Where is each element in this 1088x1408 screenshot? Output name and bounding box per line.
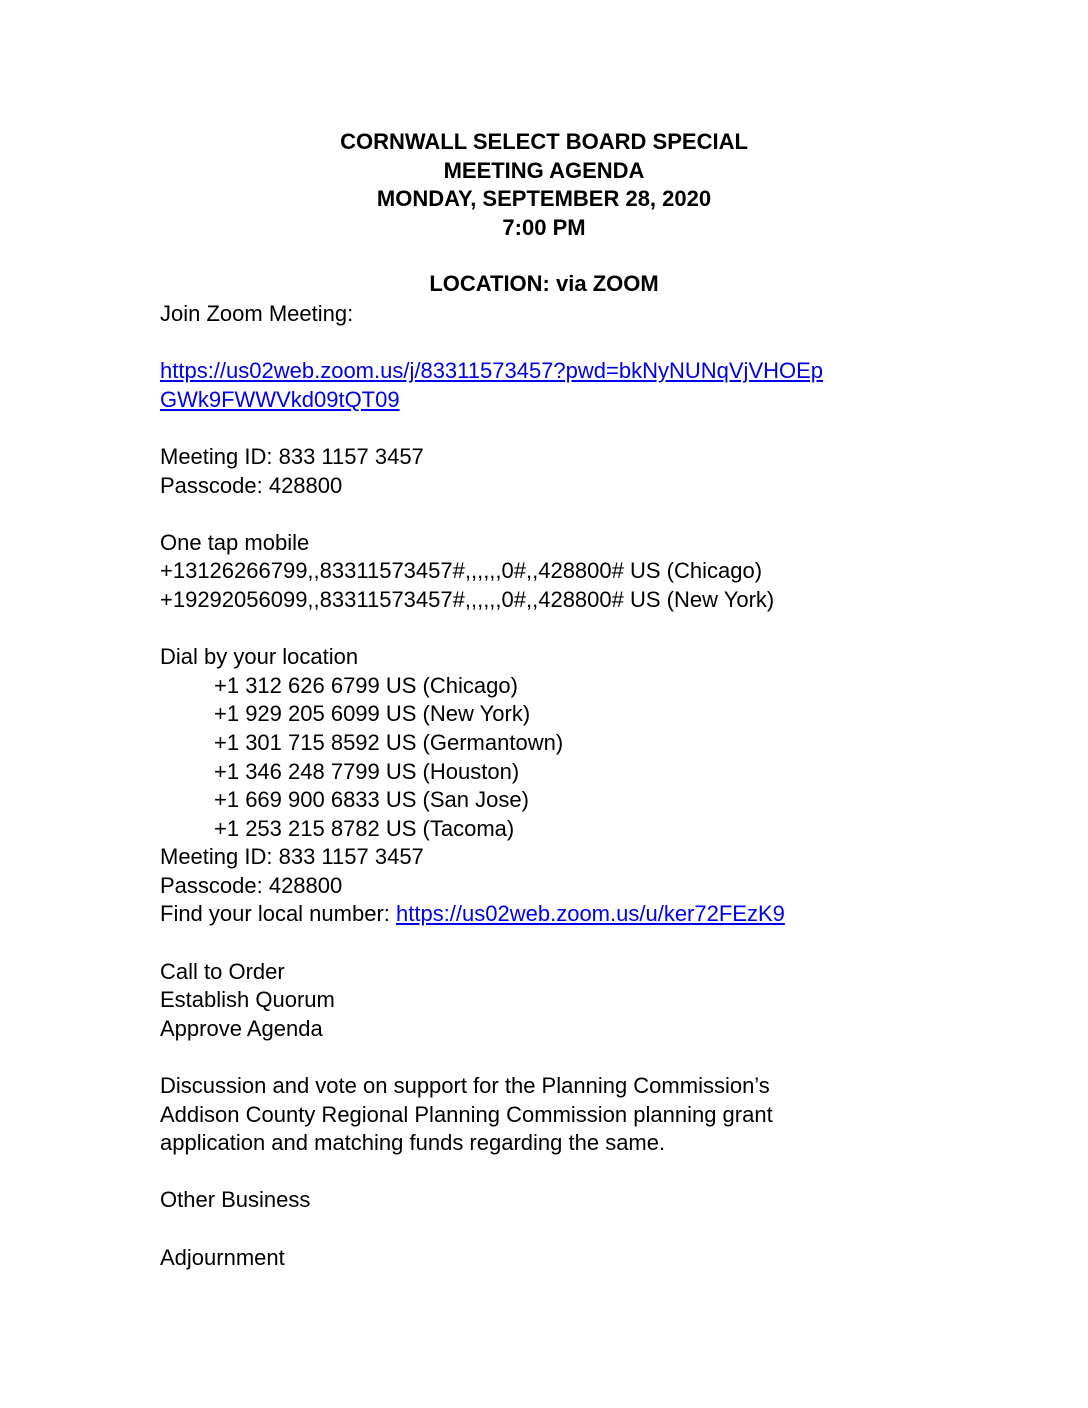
find-local-number [160, 900, 940, 929]
dial-number-chicago: +1 312 626 6799 US (Chicago) [214, 672, 518, 698]
join-zoom-label: Join Zoom Meeting: [160, 301, 354, 326]
dial-number-san-jose: +1 669 900 6833 US (San Jose) [214, 787, 529, 813]
find-local-number-label: Find your local number: [160, 901, 396, 927]
agenda-body [160, 300, 940, 1272]
dial-number-new-york: +1 929 205 6099 US (New York) [214, 701, 531, 727]
agenda-item-establish-quorum: Establish Quorum [160, 987, 335, 1013]
dial-number-tacoma: +1 253 215 8782 US (Tacoma) [214, 815, 515, 841]
agenda-header [0, 128, 1088, 242]
passcode: Passcode: 428800 [160, 472, 343, 498]
agenda-item-other-business: Other Business [160, 1187, 311, 1213]
header-title-line: CORNWALL SELECT BOARD SPECIAL [340, 129, 748, 154]
local-number-link[interactable]: https://us02web.zoom.us/u/ker72FEzK9 [396, 901, 785, 927]
discussion-line-3: application and matching funds regarding the same. [160, 1130, 666, 1156]
meeting-id-repeat: Meeting ID: 833 1157 3457 [160, 844, 424, 870]
one-tap-new-york: +19292056099,,83311573457#,,,,,,0#,,428800# US (New York) [160, 586, 775, 612]
passcode-repeat: Passcode: 428800 [160, 872, 343, 898]
dial-number-germantown: +1 301 715 8592 US (Germantown) [214, 729, 564, 755]
meeting-id: Meeting ID: 833 1157 3457 [160, 443, 424, 469]
zoom-join-link-continued[interactable]: GWk9FWWVkd09tQT09 [160, 386, 400, 412]
header-date-line: MONDAY, SEPTEMBER 28, 2020 [376, 186, 712, 212]
dial-number-houston: +1 346 248 7799 US (Houston) [214, 758, 520, 784]
one-tap-label: One tap mobile [160, 529, 310, 555]
header-subtitle-line: MEETING AGENDA [443, 157, 645, 183]
dial-by-location-label: Dial by your location [160, 644, 359, 670]
agenda-item-adjournment: Adjournment [160, 1244, 285, 1270]
one-tap-chicago: +13126266799,,83311573457#,,,,,,0#,,428800# US (Chicago) [160, 558, 763, 584]
meeting-location: LOCATION: via ZOOM [429, 271, 659, 296]
discussion-line-1: Discussion and vote on support for the Planning Commission’s [160, 1073, 770, 1099]
zoom-join-link[interactable]: https://us02web.zoom.us/j/83311573457?pwd=bkNyNUNqVjVHOEp [160, 358, 824, 384]
agenda-item-call-to-order: Call to Order [160, 958, 285, 984]
discussion-line-2: Addison County Regional Planning Commission planning grant [160, 1101, 773, 1127]
header-time-line: 7:00 PM [502, 214, 586, 240]
agenda-item-approve-agenda: Approve Agenda [160, 1015, 323, 1041]
